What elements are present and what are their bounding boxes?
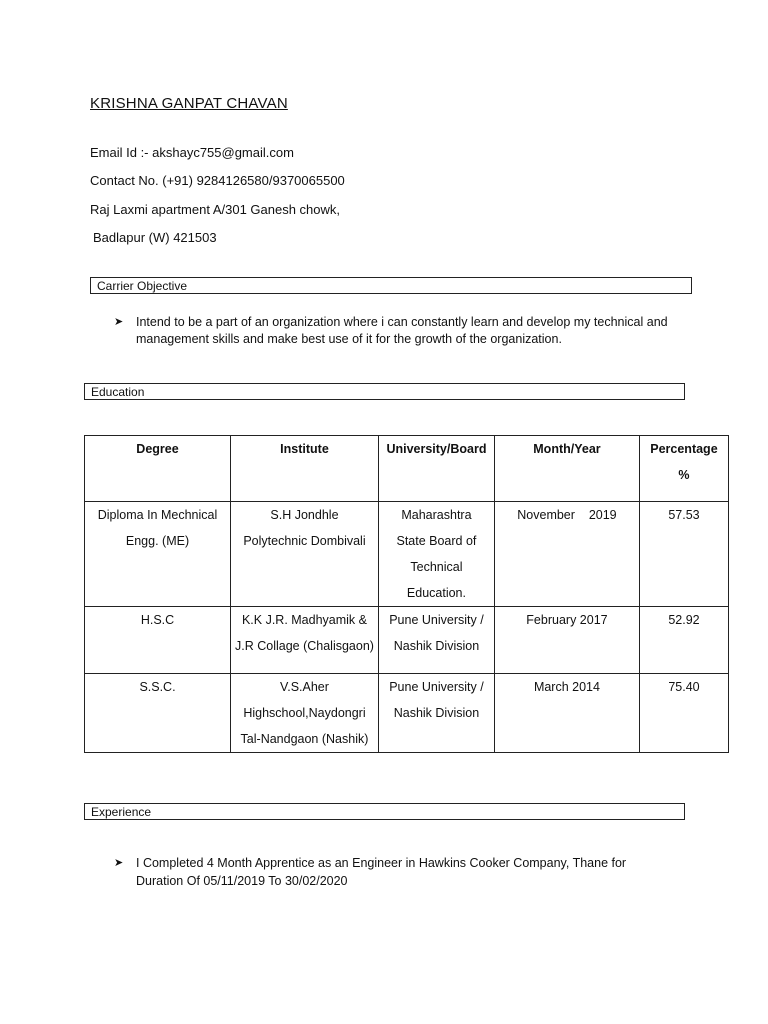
cell-board: Pune University / Nashik Division <box>378 674 494 753</box>
cell-board: Maharashtra State Board of Technical Education. <box>378 502 494 607</box>
header-institute: Institute <box>231 436 379 502</box>
cell-month-year: March 2014 <box>494 674 639 753</box>
cell-degree: S.S.C. <box>85 674 231 753</box>
arrow-bullet-icon: ➤ <box>114 316 124 328</box>
cell-percentage: 57.53 <box>639 502 728 607</box>
cell-percentage: 52.92 <box>639 607 728 674</box>
address-line-1: Raj Laxmi apartment A/301 Ganesh chowk, <box>90 202 341 217</box>
cell-percentage: 75.40 <box>639 674 728 753</box>
objective-text <box>136 314 696 347</box>
education-table <box>84 435 729 753</box>
email-line: Email Id :- akshayc755@gmail.com <box>90 145 294 160</box>
experience-text-line-2: Duration Of 05/11/2019 To 30/02/2020 <box>136 874 348 888</box>
cell-degree: H.S.C <box>85 607 231 674</box>
table-row <box>85 502 729 607</box>
cell-month-year: November 2019 <box>494 502 639 607</box>
experience-bullet <box>114 854 714 890</box>
cell-institute: S.H Jondhle Polytechnic Dombivali <box>231 502 379 607</box>
header-degree: Degree <box>85 436 231 502</box>
objective-section-header <box>90 277 692 294</box>
objective-text-line-1: Intend to be a part of an organization where i can constantly learn and develop my technical and <box>136 315 668 329</box>
table-row <box>85 674 729 753</box>
contact-line: Contact No. (+91) 9284126580/9370065500 <box>90 173 345 188</box>
objective-bullet <box>114 314 714 348</box>
table-row <box>85 607 729 674</box>
education-section-title: Education <box>91 385 145 399</box>
cell-board: Pune University / Nashik Division <box>378 607 494 674</box>
cell-institute: K.K J.R. Madhyamik & J.R Collage (Chalisgaon) <box>231 607 379 674</box>
header-percentage: Percentage % <box>639 436 728 502</box>
experience-text <box>136 854 696 890</box>
address-line-2: Badlapur (W) 421503 <box>93 230 217 245</box>
cell-institute: V.S.Aher Highschool,Naydongri Tal-Nandgaon (Nashik) <box>231 674 379 753</box>
objective-text-line-2: management skills and make best use of it for the growth of the organization. <box>136 331 562 346</box>
table-header-row <box>85 436 729 502</box>
arrow-bullet-icon: ➤ <box>114 857 124 869</box>
experience-section-title: Experience <box>91 805 152 819</box>
header-board: University/Board <box>378 436 494 502</box>
candidate-name: KRISHNA GANPAT CHAVAN <box>90 95 288 112</box>
objective-section-title: Carrier Objective <box>97 279 188 293</box>
cell-month-year: February 2017 <box>494 607 639 674</box>
education-section-header <box>84 383 685 400</box>
experience-section-header <box>84 803 685 820</box>
header-month-year: Month/Year <box>494 436 639 502</box>
experience-text-line-1: I Completed 4 Month Apprentice as an Engineer in Hawkins Cooker Company, Thane for <box>136 856 627 870</box>
cell-degree: Diploma In Mechnical Engg. (ME) <box>85 502 231 607</box>
